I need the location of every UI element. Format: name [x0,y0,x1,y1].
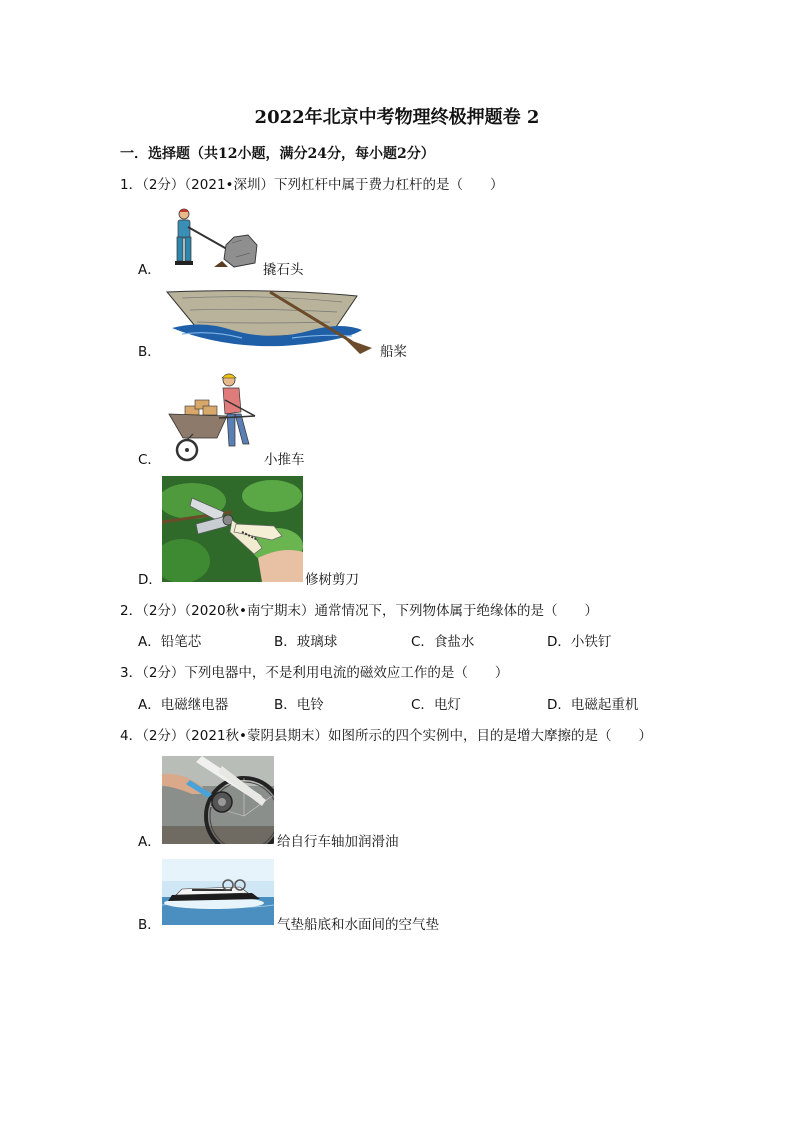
option-2c-text: 食盐水 [433,634,475,650]
page-title: 2022年北京中考物理终极押题卷 2 [254,107,540,128]
option-4b-image [162,859,274,925]
question-4-stem: 4．（2分）（2021秋•蒙阴县期末）如图所示的四个实例中，目的是增大摩擦的是（ ） [120,728,652,744]
option-2b-text: 玻璃球 [296,634,338,650]
option-2c-letter: C． [411,634,434,650]
option-1b-letter: B． [138,344,161,360]
option-2a [138,633,201,651]
option-1a-letter: A． [138,262,161,278]
option-2c [411,633,474,651]
option-3b-text: 电铃 [296,697,324,713]
option-3c-text: 电灯 [433,697,461,713]
option-1c-image [163,372,261,464]
option-1b-text: 船桨 [380,344,407,360]
option-3b-letter: B． [274,697,297,713]
option-4a-letter: A． [138,834,161,850]
option-3b [274,696,324,714]
option-2b [274,633,337,651]
option-4b-letter: B． [138,917,161,933]
option-3d-letter: D． [547,697,571,713]
question-1-stem: 1．（2分）（2021•深圳）下列杠杆中属于费力杠杆的是（ ） [120,177,504,193]
option-3a-text: 电磁继电器 [160,697,229,713]
option-3a [138,696,228,714]
option-3d-text: 电磁起重机 [570,697,639,713]
option-1d-text: 修树剪刀 [305,572,359,588]
option-2d-text: 小铁钉 [570,634,612,650]
option-1b-image [162,290,380,360]
option-1a-image [162,205,262,275]
option-1c-text: 小推车 [264,452,305,468]
option-3c [411,696,461,714]
question-2-stem: 2．（2分）（2020秋•南宁期末）通常情况下，下列物体属于绝缘体的是（ ） [120,603,598,619]
section-heading: 一．选择题（共12小题，满分24分，每小题2分） [120,146,435,162]
option-2d [547,633,611,651]
question-3-stem: 3．（2分）下列电器中，不是利用电流的磁效应工作的是（ ） [120,665,509,681]
option-4a-image [162,756,274,844]
option-4a-text: 给自行车轴加润滑油 [277,834,399,850]
option-1d-image [162,476,303,582]
option-3a-letter: A． [138,697,161,713]
option-3d [547,696,638,714]
option-1d-letter: D． [138,572,162,588]
option-2d-letter: D． [547,634,571,650]
option-1a-text: 撬石头 [263,262,304,278]
option-2a-text: 铅笔芯 [160,634,202,650]
option-1c-letter: C． [138,452,161,468]
option-3c-letter: C． [411,697,434,713]
option-2a-letter: A． [138,634,161,650]
option-2b-letter: B． [274,634,297,650]
option-4b-text: 气垫船底和水面间的空气垫 [277,917,439,933]
